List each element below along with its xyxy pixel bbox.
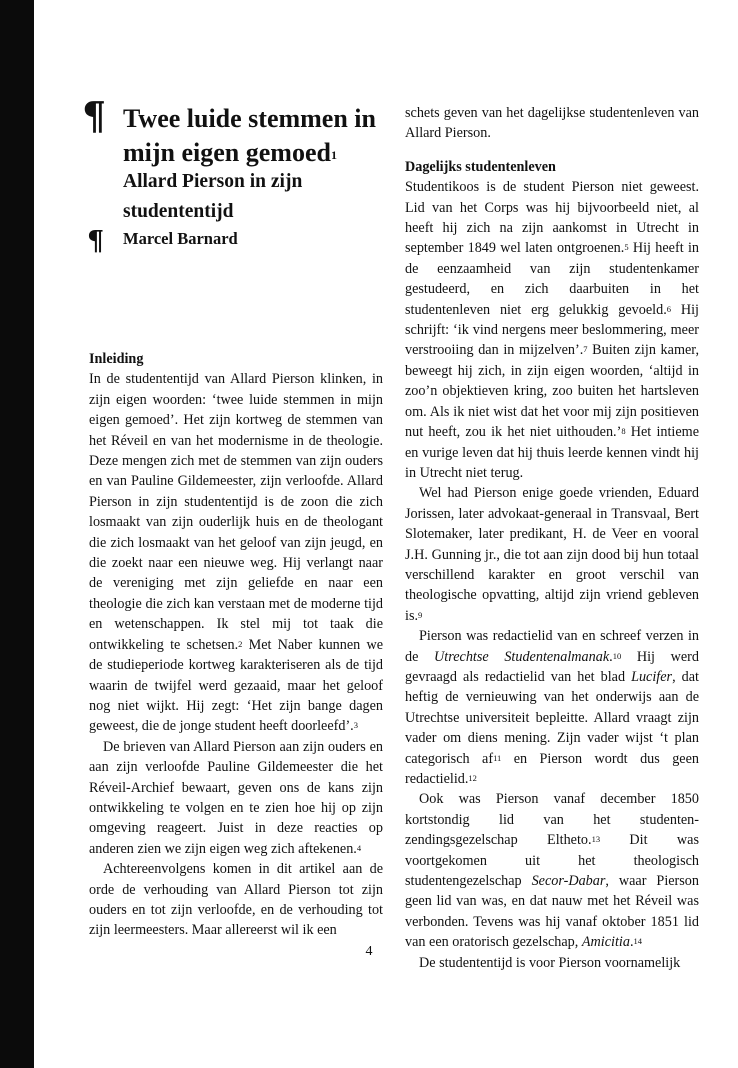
pilcrow-mark-title: ¶	[82, 93, 107, 138]
footnote-ref: 6	[666, 303, 672, 314]
footnote-ref: 9	[418, 609, 423, 620]
right-column	[405, 103, 699, 973]
article-subtitle: Allard Pierson in zijn studententijd	[123, 171, 303, 222]
section-heading-inleiding: Inleiding	[89, 351, 144, 367]
paragraph: De brieven van Allard Pierson aan zijn ouders en aan zijn verloofde Pauline Gildemeester die het Réveil-Archief bewaart, geven ons de kans zijn ontwikkeling te volgen en te zien hoe hij op zijn omgeving reageert. Juist in deze reacties op anderen zien we zijn eigen weg zich aftekenen.$^4$	[89, 738, 383, 857]
italic-title: Amicitia	[581, 934, 630, 951]
footnote-ref: 10	[612, 650, 622, 661]
footnote-ref: 3	[353, 720, 358, 731]
footnote-ref: 8	[621, 426, 626, 437]
paragraph: Wel had Pierson enige goede vrienden, Eduard Jorissen, later advokaat-generaal in Transvaal, Bert Slotemaker, later predikant, H. de Veer en vooral J.H. Gunning jr., die tot aan zijn dood bij hun totaal verschillend karakter en groot verschil van theologische opvatting, altijd zijn vriend gebleven is.$^9$	[405, 485, 699, 624]
article-title-text: Twee luide stemmen in mijn eigen gemoed	[123, 104, 376, 167]
footnote-ref: 4	[356, 842, 362, 853]
paragraph: Studentikoos is de student Pierson niet geweest. Lid van het Corps was hij bijvoorbeeld niet, al heeft hij zich na zijn aankomst in Utrecht in september 1849 wel laten ontgroenen.$^5$ Hij heeft in de eenzaamheid van zijn studentenkamer gestudeerd, en zich daarbuiten in het studentenleven niet erg gelukkig gevoeld.$^6$ Hij schrijft: ‘ik vind nergens meer beslommering, meer verstrooiing dan in mijzelven’.$^7$ Buiten zijn kamer, beweegt hij zich, in zijn eigen woorden, ‘altijd in zoo’n objektieven kring, zoo buiten het hartsleven om. Als ik niet wist dat het voor mij zijn positieven nut heeft, zou ik het niet uithouden.’$^8$ Het intieme en vurige leven dat hij thuis leerde kennen vindt hij in Utrecht niet terug.	[405, 179, 699, 481]
footnote-ref: 14	[633, 936, 642, 947]
paragraph: schets geven van het dagelijkse studentenleven van Allard Pierson.	[405, 105, 699, 142]
italic-title: Utrechtse Studentenalmanak	[434, 648, 610, 665]
footnote-ref: 12	[468, 773, 477, 783]
italic-title: Secor-Dabar	[531, 873, 606, 890]
page-number: 4	[365, 944, 373, 959]
footnote-ref: 5	[624, 242, 629, 253]
article-title	[123, 102, 393, 170]
paragraph: Achtereenvolgens komen in dit artikel aan de orde de verhouding van Allard Pierson tot zijn ouders en tot zijn verloofde, en de verhouding tot zijn leermeesters. Maar allereerst wil ik een	[89, 861, 383, 939]
paragraph: De studententijd is voor Pierson voornamelijk	[419, 954, 681, 971]
footnote-ref: 1	[330, 148, 337, 162]
footnote-ref: 2	[238, 638, 243, 649]
left-column	[89, 349, 383, 941]
footnote-ref: 13	[591, 834, 601, 845]
pilcrow-mark-author: ¶	[87, 226, 105, 257]
paragraph: Pierson was redactielid van en schreef verzen in de Utrechtse Studentenalmanak.$^{10}$ Hij werd gevraagd als redactielid van het blad Lucifer, dat heftig de vernieuwing van het onderwijs aan de Utrechtse universiteit bepleitte. Allard vraagt zijn vader om diens mening. Zijn vader wijst ‘t plan categorisch af$^{11}$ en Pierson wordt dus geen redactielid.$^{12}$	[405, 628, 699, 787]
section-heading-dagelijks-studentenleven: Dagelijks studentenleven	[405, 158, 556, 175]
footnote-ref: 11	[493, 752, 502, 763]
italic-title: Lucifer	[631, 668, 673, 685]
article-author: Marcel Barnard	[123, 229, 238, 248]
scan-edge-bar	[0, 0, 34, 1068]
footnote-ref: 7	[583, 344, 588, 355]
paragraph: In de studententijd van Allard Pierson klinken, in zijn eigen woorden: ‘twee luide stemmen in mijn eigen gemoed’. Het zijn kortweg de stemmen van het Réveil en van het modernisme in de theologie. Deze mengen zich met de stemmen van zijn ouders en van Pauline Gildemeester, zijn verloofde. Allard Pierson in zijn studententijd is de zoon die zich losmaakt van zijn ouderlijk huis en de theologant die zich losmaakt van het geloof van zijn jeugd, en die zoekt naar een nieuwe weg. Hij verlangt naar de vereniging met zijn geliefde en naar een theologie die zich kan verstaan met de moderne tijd en wetenschappen. Ik stel mij tot taak die ontwikkeling te schetsen.$^2$ Met Naber kunnen we de studieperiode kortweg karakteriseren als de tijd waarin de twijfel werd gezaaid, maar het geloof nog niet wijkt. Hij zegt: ‘Het zijn bange dagen geweest, die de jonge student heeft doorleefd’.$^3$	[89, 371, 383, 735]
paragraph: Ook was Pierson vanaf december 1850 kortstondig lid van het studenten-zendingsgezelschap Eltheto.$^{13}$ Dit was voortgekomen uit het theologisch studentengezelschap Secor-Dabar, waar Pierson geen lid van was, en dat nauw met het Réveil was verbonden. Tevens was hij vanaf oktober 1851 lid van een oratorisch gezelschap, Amicitia.$^{14}$	[405, 791, 699, 951]
